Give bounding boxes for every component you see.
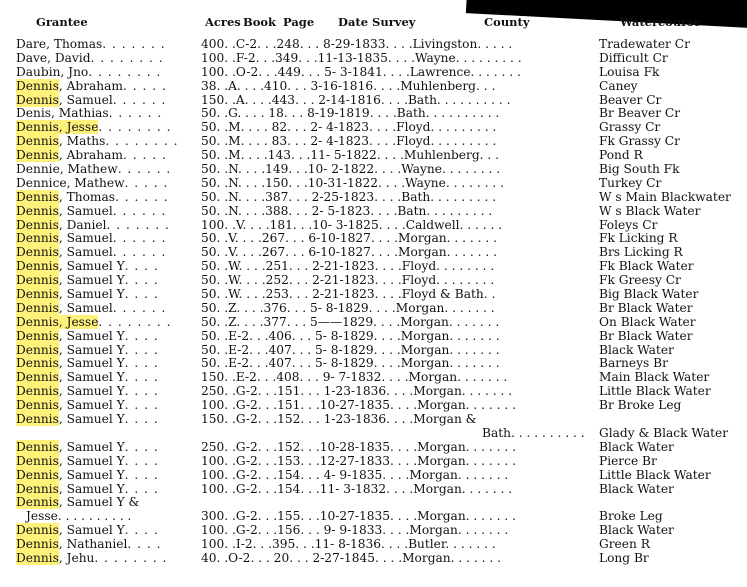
table-row	[16, 246, 747, 260]
grantee-name: , Abraham	[58, 78, 123, 93]
table-row	[16, 94, 747, 108]
leader-dots: . . . . . . . .	[98, 120, 172, 135]
record-details: 38. .A. . . .410. . . 3-16-1816. . . .Muhlenberg. . .	[201, 78, 496, 93]
table-row	[16, 302, 747, 316]
header-acres: Acres	[205, 15, 241, 29]
grantee-cell	[16, 219, 170, 233]
grantee-cell	[16, 302, 166, 316]
grantee-name: , Samuel Y	[58, 370, 125, 385]
grantee-highlight: Dennis	[16, 245, 59, 260]
grantee-cell	[16, 52, 164, 66]
table-row	[16, 191, 747, 205]
table-row	[16, 469, 747, 483]
watercourse-cell: Black Water	[599, 523, 674, 538]
watercourse-cell: Tradewater Cr	[599, 37, 690, 51]
grantee-name: Dennie, Mathew	[16, 162, 118, 177]
record-details: 300. .G-2. . .155. . .10-27-1835. . . .Morgan. . . . . . .	[201, 509, 517, 524]
watercourse-cell: Big Black Water	[599, 287, 699, 302]
record-details: 250. .G-2. . .152. . .10-28-1835. . . .Morgan. . . . . . .	[201, 439, 517, 454]
grantee-cell	[16, 121, 172, 135]
grantee-name: , Samuel Y	[58, 328, 125, 343]
leader-dots: . . . . . .	[112, 245, 167, 260]
watercourse-cell: Long Br	[599, 550, 649, 565]
record-details: 150. .A. . . .443. . . 2-14-1816. . . .Bath. . . . . . . . . .	[201, 92, 511, 107]
table-row	[16, 149, 747, 163]
watercourse-cell: Fk Greesy Cr	[599, 273, 681, 288]
watercourse-cell: Barneys Br	[599, 356, 668, 371]
leader-dots: . . . . .	[122, 148, 167, 163]
watercourse-cell: Pierce Br	[599, 453, 657, 468]
grantee-highlight: Dennis	[16, 398, 59, 413]
grantee-cell	[16, 274, 159, 288]
grantee-cell	[16, 441, 159, 455]
leader-dots: . . . .	[124, 259, 159, 274]
leader-dots: . . . . . . . .	[98, 314, 172, 329]
watercourse-cell: Louisa Fk	[599, 64, 660, 79]
leader-dots: . . . .	[127, 537, 162, 552]
watercourse-cell: Little Black Water	[599, 384, 711, 399]
grantee-name: , Samuel Y	[58, 259, 125, 274]
grantee-name: , Samuel Y	[58, 412, 125, 427]
watercourse-cell: Glady & Black Water	[599, 425, 729, 440]
record-details: 50. .N. . . .149. . .10- 2-1822. . . .Wayne. . . . . . . .	[201, 162, 501, 177]
header-grantee: Grantee	[36, 15, 88, 29]
table-row	[16, 330, 747, 344]
watercourse-cell: Big South Fk	[599, 162, 680, 177]
table-row	[16, 288, 747, 302]
leader-dots: . . . .	[124, 356, 159, 371]
record-details: 50. .W. . . .252. . . 2-21-1823. . . .Floyd. . . . . . . .	[201, 273, 495, 288]
record-details: 50. .Z. . . .376. . . 5- 8-1829. . . .Morgan. . . . . . .	[201, 300, 495, 315]
leader-dots: . . . .	[124, 439, 159, 454]
table-row	[16, 135, 747, 149]
record-details: 100. .G-2. . .153. . .12-27-1833. . . .Morgan. . . . . . .	[201, 453, 517, 468]
grantee-name: , Samuel Y	[58, 481, 125, 496]
table-row	[16, 107, 747, 121]
grantee-highlight: Dennis	[16, 92, 59, 107]
grantee-cell	[16, 288, 159, 302]
grantee-highlight: Dennis	[16, 189, 59, 204]
grantee-cell	[16, 455, 159, 469]
grantee-cell	[16, 205, 166, 219]
leader-dots: . . . .	[124, 342, 159, 357]
grantee-cell	[16, 66, 161, 80]
watercourse-cell: Beaver Cr	[599, 92, 662, 107]
grantee-name: Daubin, Jno	[16, 64, 89, 79]
record-details: 250. .G-2. . .151. . . 1-23-1836. . . .Morgan. . . . . . .	[201, 384, 513, 399]
table-row	[16, 357, 747, 371]
table-row	[16, 385, 747, 399]
leader-dots: . . . . . .	[112, 203, 167, 218]
watercourse-cell: Little Black Water	[599, 467, 711, 482]
record-details: 50. .M. . . . 83. . . 2- 4-1823. . . .Floyd. . . . . . . . .	[201, 134, 497, 149]
grantee-cell	[16, 552, 168, 566]
table-row	[16, 38, 747, 52]
table-row	[16, 538, 747, 552]
grantee-name: , Samuel Y	[58, 384, 125, 399]
record-details: 50. .E-2. . .407. . . 5- 8-1829. . . .Morgan. . . . . . .	[201, 342, 500, 357]
table-row	[16, 344, 747, 358]
grantee-highlight: Dennis	[16, 342, 59, 357]
grantee-name: , Samuel	[58, 300, 113, 315]
grantee-name: , Samuel Y &	[58, 495, 140, 510]
grantee-highlight: Jesse	[26, 509, 58, 524]
grantee-highlight: Dennis	[16, 78, 59, 93]
table-row	[16, 316, 747, 330]
table-row	[16, 80, 747, 94]
grantee-highlight: Dennis, Jesse	[16, 314, 99, 329]
leader-dots: . . . .	[124, 328, 159, 343]
table-row	[16, 441, 747, 455]
grantee-highlight: Dennis	[16, 273, 59, 288]
grantee-name: Dare, Thomas	[16, 37, 103, 51]
record-details: 100. .I-2. . .395. . .11- 8-1836. . . .Butler. . . . . . .	[201, 537, 496, 552]
record-details: 40. .O-2. . . 20. . . 2-27-1845. . . .Morgan. . . . . . .	[201, 550, 501, 565]
grantee-highlight: Dennis	[16, 300, 59, 315]
watercourse-cell: Brs Licking R	[599, 245, 683, 260]
grantee-cell	[16, 177, 168, 191]
record-details: 50. .N. . . .387. . . 2-25-1823. . . .Bath. . . . . . . . .	[201, 189, 497, 204]
leader-dots: . . . . . .	[112, 300, 167, 315]
leader-dots: . . . .	[124, 523, 159, 538]
table-row	[16, 552, 747, 566]
table-row	[16, 524, 747, 538]
leader-dots: . . . .	[124, 384, 159, 399]
leader-dots: . . . . . .	[112, 92, 167, 107]
grantee-name: , Samuel	[58, 92, 113, 107]
grantee-highlight: Dennis	[16, 439, 59, 454]
record-details: 100. .G-2. . .154. . . 4- 9-1835. . . .Morgan. . . . . . .	[201, 467, 509, 482]
grantee-highlight: Dennis	[16, 134, 59, 149]
watercourse-cell: Caney	[599, 78, 638, 93]
leader-dots: . . . . . .	[112, 231, 167, 246]
grantee-highlight: Dennis, Jesse	[16, 120, 99, 135]
record-details: 50. .W. . . .251. . . 2-21-1823. . . .Floyd. . . . . . . .	[201, 259, 495, 274]
grantee-cell	[16, 191, 169, 205]
header-watercourse: Watercourse	[620, 15, 701, 29]
record-details: 400. .C-2. . .248. . . 8-29-1833. . . .Livingston. . . . .	[201, 37, 513, 51]
leader-dots: . . . . . .	[115, 189, 169, 204]
record-details: 50. .G. . . . 18. . . 8-19-1819. . . .Bath. . . . . . . . . .	[201, 106, 500, 121]
grantee-cell	[16, 232, 166, 246]
record-details: 50. .M. . . . 82. . . 2- 4-1823. . . .Floyd. . . . . . . . .	[201, 120, 497, 135]
grantee-name: , Samuel Y	[58, 453, 125, 468]
watercourse-cell: Grassy Cr	[599, 120, 661, 135]
watercourse-cell: Turkey Cr	[599, 175, 662, 190]
grantee-cell	[16, 107, 162, 121]
leader-dots: . . . .	[124, 273, 159, 288]
grantee-highlight: Dennis	[16, 481, 59, 496]
table-row	[16, 121, 747, 135]
grantee-highlight: Dennis	[16, 453, 59, 468]
grantee-highlight: Dennis	[16, 550, 59, 565]
leader-dots: . . . . . . .	[106, 217, 170, 232]
header-county: County	[484, 15, 530, 29]
record-details: 50. .W. . . .253. . . 2-21-1823. . . .Floyd & Bath. .	[201, 287, 496, 302]
grantee-cell	[16, 38, 166, 52]
grantee-highlight: Dennis	[16, 537, 59, 552]
watercourse-cell: On Black Water	[599, 314, 696, 329]
grantee-cell	[16, 496, 139, 510]
grantee-cell	[16, 413, 159, 427]
watercourse-cell: Fk Black Water	[599, 259, 694, 274]
grantee-cell	[16, 94, 166, 108]
grantee-name: , Jehu	[58, 550, 95, 565]
leader-dots: . . . . . .	[108, 106, 163, 121]
grantee-name: Dave, David	[16, 50, 91, 65]
grantee-highlight: Dennis	[16, 495, 59, 510]
grantee-name: , Samuel Y	[58, 523, 125, 538]
grantee-name: Dennice, Mathew	[16, 175, 125, 190]
grantee-name: , Maths	[58, 134, 106, 149]
record-details: 50. .M. . . .143. . .11- 5-1822. . . .Muhlenberg. . .	[201, 148, 500, 163]
record-details: 50. .V. . . .267. . . 6-10-1827. . . .Morgan. . . . . . .	[201, 231, 497, 246]
grantee-cell	[16, 149, 167, 163]
grantee-cell	[16, 538, 162, 552]
table-row	[16, 260, 747, 274]
table-row	[16, 219, 747, 233]
record-details: 100. .G-2. . .151. . .10-27-1835. . . .Morgan. . . . . . .	[201, 398, 517, 413]
record-details: 50. .V. . . .267. . . 6-10-1827. . . .Morgan. . . . . . .	[201, 245, 497, 260]
watercourse-cell: Fk Grassy Cr	[599, 134, 680, 149]
watercourse-cell: Black Water	[599, 481, 674, 496]
grantee-cell	[16, 524, 159, 538]
table-row	[16, 496, 747, 524]
record-details: 100. .G-2. . .154. . .11- 3-1832. . . .Morgan. . . . . . .	[201, 481, 513, 496]
grantee-cell	[16, 371, 159, 385]
grantee-highlight: Dennis	[16, 217, 59, 232]
grantee-name: , Daniel	[58, 217, 107, 232]
grantee-cell	[16, 357, 159, 371]
leader-dots: . . . . . . . .	[90, 50, 164, 65]
grantee-highlight: Dennis	[16, 231, 59, 246]
watercourse-cell: W s Main Blackwater	[599, 189, 731, 204]
record-details: 50. .E-2. . .406. . . 5- 8-1829. . . .Morgan. . . . . . .	[201, 328, 500, 343]
table-row	[16, 66, 747, 80]
table-row	[16, 413, 747, 441]
table-row	[16, 371, 747, 385]
grantee-highlight: Dennis	[16, 148, 59, 163]
record-details: 50. .E-2. . .407. . . 5- 8-1829. . . .Morgan. . . . . . .	[201, 356, 500, 371]
watercourse-cell: Black Water	[599, 439, 674, 454]
grantee-name: , Samuel Y	[58, 273, 125, 288]
watercourse-cell: Difficult Cr	[599, 50, 668, 65]
leader-dots: . . . .	[124, 287, 159, 302]
leader-dots: . . . . . . . .	[105, 134, 179, 149]
leader-dots: . . . .	[124, 453, 159, 468]
grantee-highlight: Dennis	[16, 259, 59, 274]
leader-dots: . . . . .	[122, 78, 167, 93]
grantee-cell	[16, 246, 166, 260]
grantee-highlight: Dennis	[16, 370, 59, 385]
table-row	[16, 455, 747, 469]
record-details: 50. .Z. . . .377. . . 5——1829. . . .Morgan. . . . . . .	[201, 314, 500, 329]
leader-dots: . . . .	[124, 481, 159, 496]
grantee-name: , Samuel Y	[58, 342, 125, 357]
watercourse-cell: Br Black Water	[599, 328, 693, 343]
table-row	[16, 483, 747, 497]
table-row	[16, 274, 747, 288]
grantee-name: , Samuel Y	[58, 398, 125, 413]
grantee-cell	[16, 330, 159, 344]
leader-dots: . . . .	[124, 467, 159, 482]
watercourse-cell: Br Broke Leg	[599, 398, 682, 413]
leader-dots: . . . .	[124, 398, 159, 413]
watercourse-cell: Br Black Water	[599, 300, 693, 315]
grantee-cell	[16, 80, 167, 94]
leader-dots: . . . . . . . . . .	[57, 509, 132, 524]
table-row	[16, 52, 747, 66]
grantee-cell	[16, 316, 172, 330]
table-row	[16, 177, 747, 191]
grantee-cell	[16, 385, 159, 399]
grantee-highlight: Dennis	[16, 467, 59, 482]
watercourse-cell: Green R	[599, 537, 650, 552]
grantee-name: , Samuel	[58, 203, 113, 218]
county-continuation: Bath. . . . . . . . . .	[482, 425, 585, 440]
watercourse-cell: Main Black Water	[599, 370, 710, 385]
grantee-cell-continuation	[16, 510, 131, 524]
table-row	[16, 163, 747, 177]
grantee-cell	[16, 260, 159, 274]
record-details: 100. .V. . . .181. . .10- 3-1825. . . .Caldwell. . . . . .	[201, 217, 503, 232]
record-details: 100. .F-2. . .349. . .11-13-1835. . . .Wayne. . . . . . . . .	[201, 50, 522, 65]
watercourse-cell: Br Beaver Cr	[599, 106, 681, 121]
grantee-name: , Samuel Y	[58, 467, 125, 482]
record-details: 150. .E-2. . .408. . . 9- 7-1832. . . .Morgan. . . . . . .	[201, 370, 508, 385]
grantee-name: , Abraham	[58, 148, 123, 163]
record-details: 50. .N. . . .388. . . 2- 5-1823. . . .Batn. . . . . . . . .	[201, 203, 493, 218]
grantee-highlight: Dennis	[16, 203, 59, 218]
table-row	[16, 205, 747, 219]
grantee-name: , Nathaniel	[58, 537, 128, 552]
watercourse-cell: Broke Leg	[599, 509, 663, 524]
grantee-highlight: Dennis	[16, 287, 59, 302]
grantee-highlight: Dennis	[16, 384, 59, 399]
leader-dots: . . . . . . . .	[94, 550, 168, 565]
leader-dots: . . . .	[124, 412, 159, 427]
grantee-highlight: Dennis	[16, 523, 59, 538]
grantee-highlight: Dennis	[16, 356, 59, 371]
grantee-cell	[16, 469, 159, 483]
grantee-name: , Samuel	[58, 245, 113, 260]
watercourse-cell: W s Black Water	[599, 203, 701, 218]
grantee-highlight: Dennis	[16, 328, 59, 343]
grantee-cell	[16, 483, 159, 497]
header-book: Book	[243, 15, 277, 29]
grantee-name: , Samuel Y	[58, 439, 125, 454]
grantee-cell	[16, 399, 159, 413]
grantee-cell	[16, 135, 178, 149]
header-page: Page	[283, 15, 315, 29]
leader-dots: . . . .	[124, 370, 159, 385]
leader-dots: . . . . .	[124, 175, 169, 190]
grantee-name: , Samuel	[58, 231, 113, 246]
table-row	[16, 399, 747, 413]
leader-dots: . . . . . . . .	[88, 64, 162, 79]
grantee-name: , Samuel Y	[58, 356, 125, 371]
record-details: 100. .O-2. . .449. . . 5- 3-1841. . . .Lawrence. . . . . . .	[201, 64, 521, 79]
grantee-highlight: Dennis	[16, 412, 59, 427]
leader-dots: . . . . . .	[117, 162, 172, 177]
grantee-name: , Samuel Y	[58, 287, 125, 302]
grantee-cell	[16, 163, 171, 177]
grantee-name: , Thomas	[58, 189, 115, 204]
grantee-cell	[16, 344, 159, 358]
grantee-name: Denis, Mathias	[16, 106, 109, 121]
grant-list	[16, 38, 747, 566]
table-header	[0, 15, 747, 31]
table-row	[16, 232, 747, 246]
watercourse-cell: Fk Licking R	[599, 231, 678, 246]
record-details: 50. .N. . . .150. . .10-31-1822. . . .Wayne. . . . . . . .	[201, 175, 504, 190]
header-date-survey: Date Survey	[338, 15, 416, 29]
record-details: 100. .G-2. . .156. . . 9- 9-1833. . . .Morgan. . . . . . .	[201, 523, 509, 538]
watercourse-cell: Pond R	[599, 148, 643, 163]
record-details: 150. .G-2. . .152. . . 1-23-1836. . . .Morgan &	[201, 412, 477, 427]
watercourse-cell: Black Water	[599, 342, 674, 357]
leader-dots: . . . . . . .	[102, 37, 166, 51]
watercourse-cell: Foleys Cr	[599, 217, 658, 232]
